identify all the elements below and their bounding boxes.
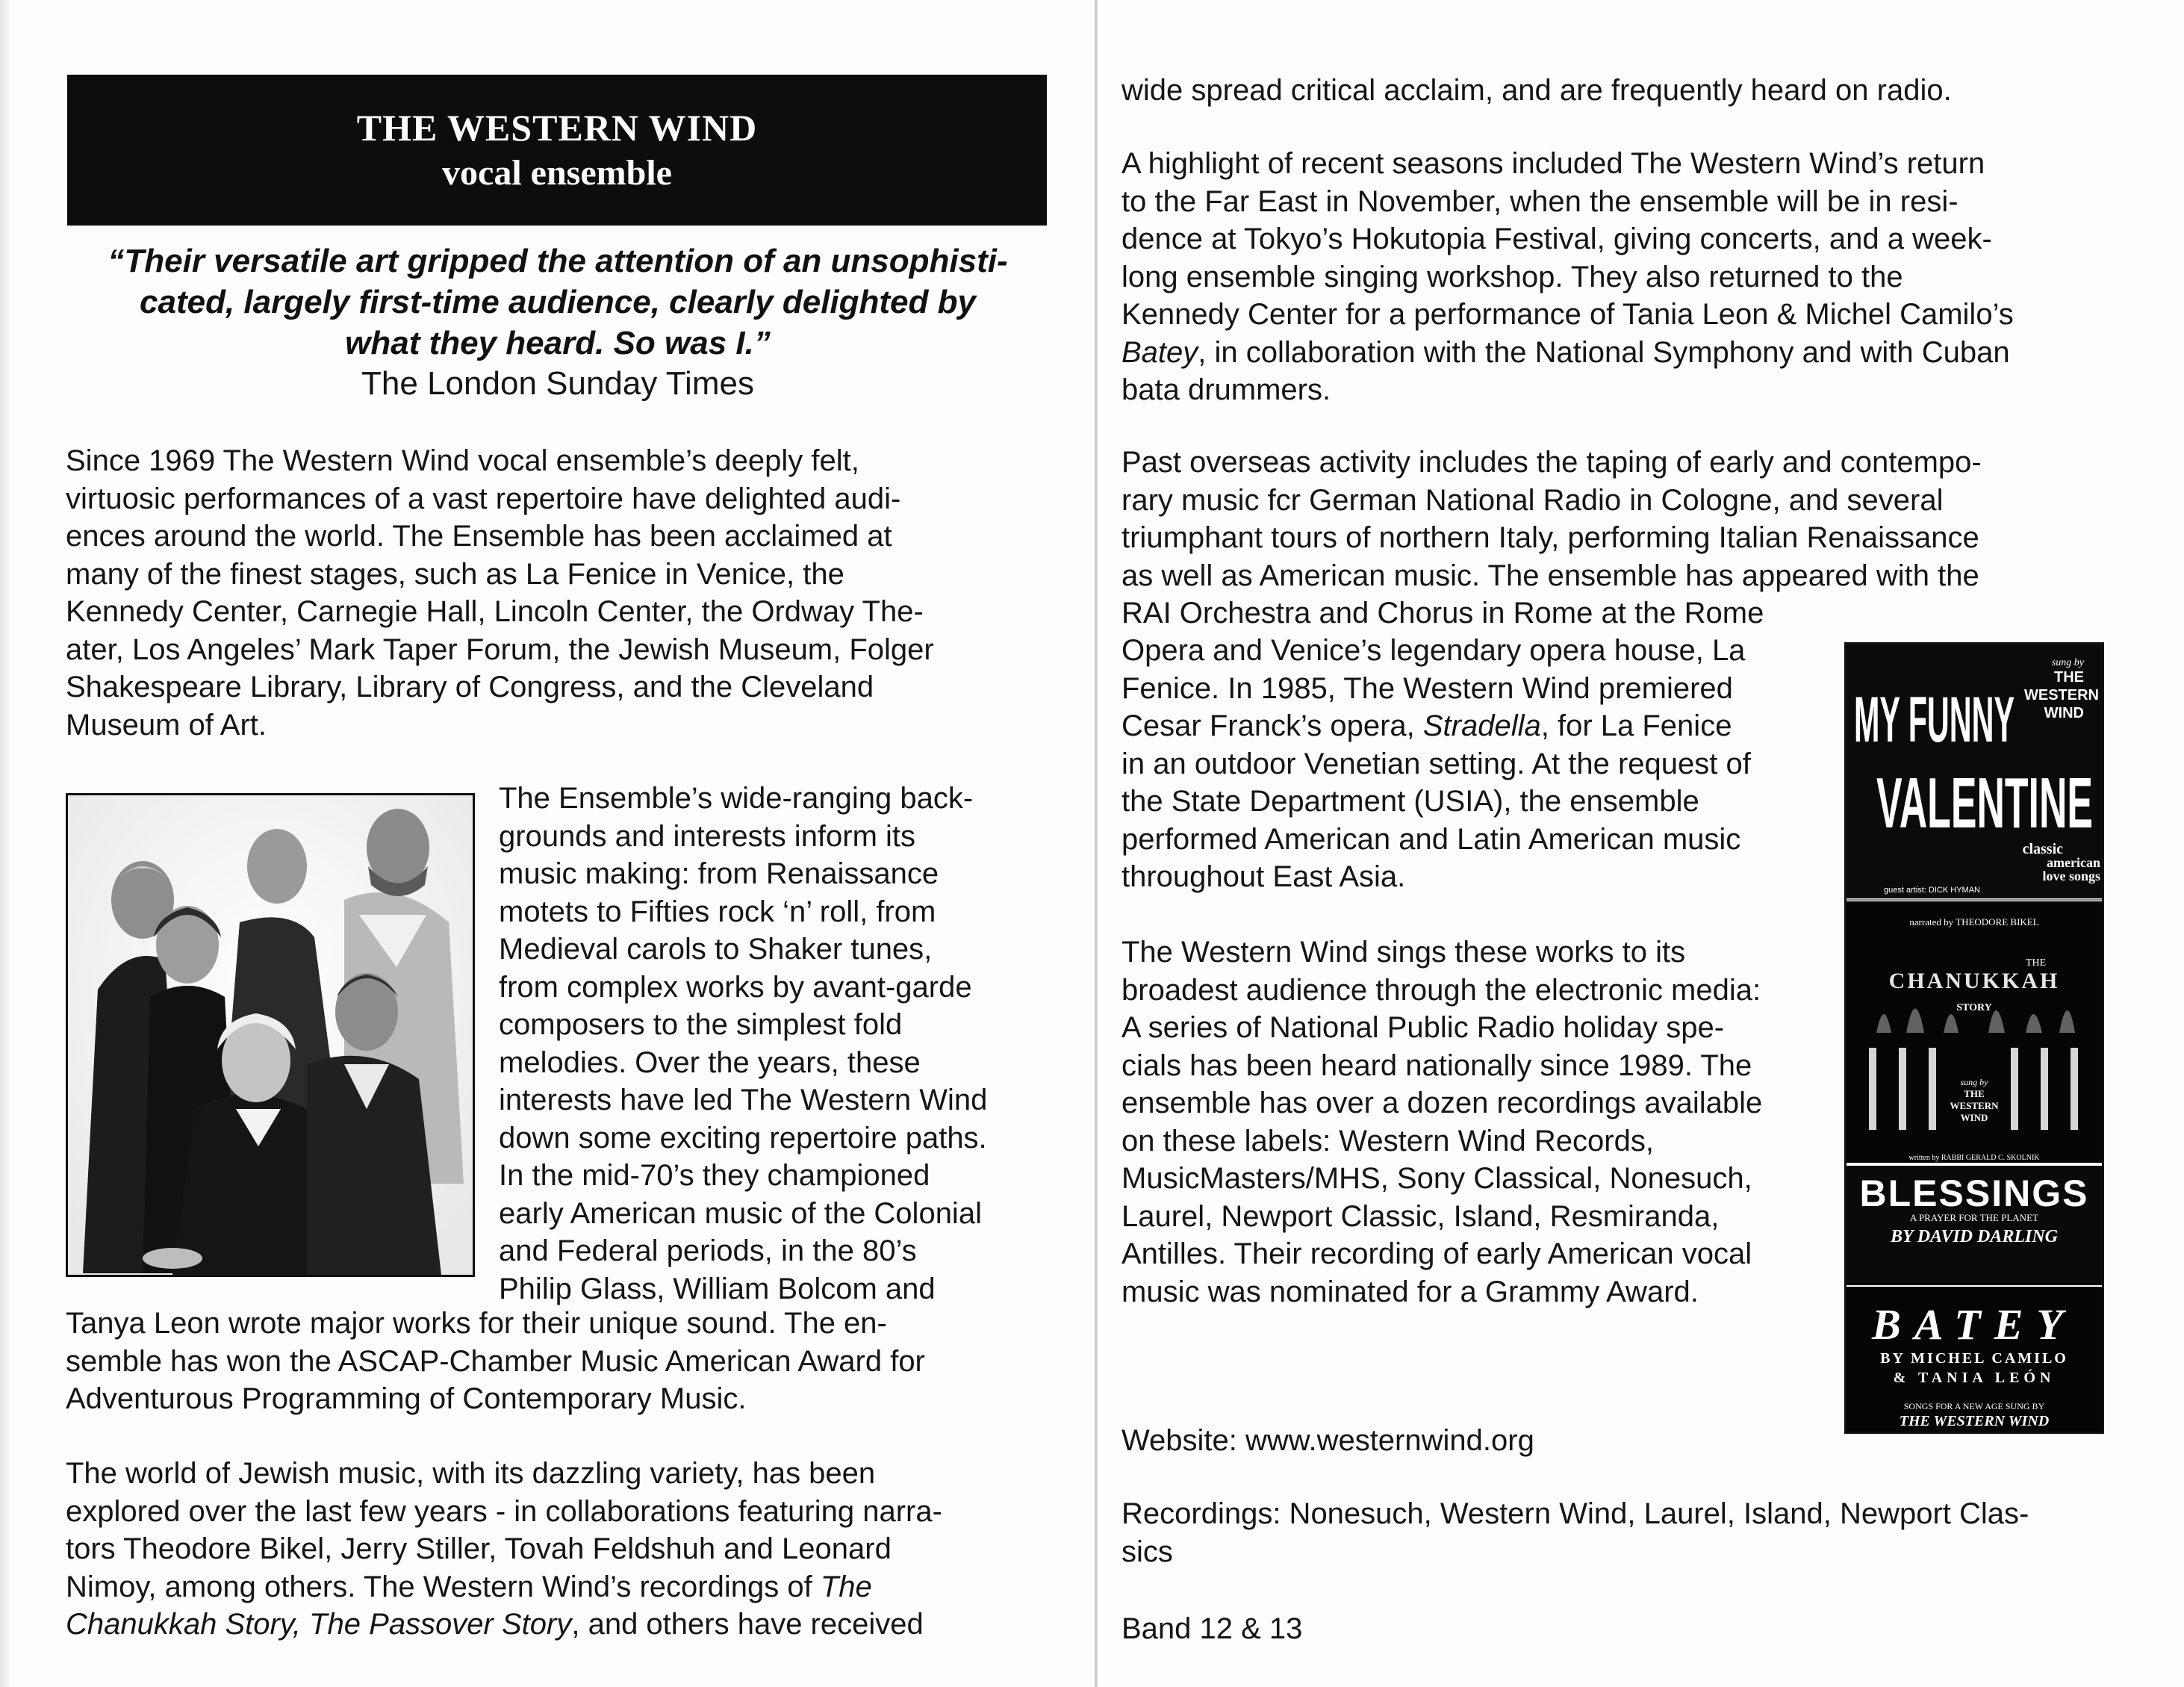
quote-line: what they heard. So was I.” bbox=[345, 325, 771, 361]
ensemble-photo-image bbox=[68, 795, 473, 1275]
quote-source: The London Sunday Times bbox=[361, 365, 754, 402]
cover-title: VALENTINE bbox=[1876, 763, 2093, 843]
cover-text: BY DAVID DARLING bbox=[1890, 1227, 2059, 1246]
text-line: ater, Los Angeles’ Mark Taper Forum, the Jewish Museum, Folger bbox=[66, 633, 934, 666]
press-quote bbox=[66, 240, 1050, 404]
website-text: Website: www.westernwind.org bbox=[1121, 1424, 1534, 1457]
cover-text: SONGS FOR A NEW AGE SUNG BY bbox=[1903, 1401, 2045, 1411]
album-covers-strip bbox=[1844, 642, 2104, 1434]
cover-text: BY MICHEL CAMILO bbox=[1880, 1350, 2068, 1367]
text-line: from complex works by avant-garde bbox=[499, 970, 972, 1004]
cover-text: THE WESTERN WIND bbox=[1899, 1413, 2050, 1429]
text-line: The world of Jewish music, with its dazzling variety, has been bbox=[66, 1457, 876, 1490]
text-line: Fenice. In 1985, The Western Wind premiered bbox=[1121, 671, 1733, 705]
cover-text: WIND bbox=[2044, 705, 2084, 721]
text-span: , for La Fenice bbox=[1540, 709, 1732, 742]
cover-title: CHANUKKAH bbox=[1888, 969, 2060, 993]
text-line: tors Theodore Bikel, Jerry Stiller, Tovah Feldshuh and Leonard bbox=[66, 1532, 892, 1565]
overseas-paragraph-continued bbox=[1121, 632, 1838, 896]
text-line: down some exciting repertoire paths. bbox=[499, 1121, 987, 1155]
header-title: THE WESTERN WIND bbox=[356, 107, 758, 149]
cover-text: THE bbox=[1964, 1088, 1985, 1099]
header-subtitle: vocal ensemble bbox=[442, 153, 672, 193]
text-line: on these labels: Western Wind Records, bbox=[1121, 1124, 1654, 1158]
right-page bbox=[1098, 0, 2184, 1687]
text-line: semble has won the ASCAP-Chamber Music American Award for bbox=[66, 1344, 925, 1378]
text-line: broadest audience through the electronic media: bbox=[1121, 973, 1761, 1007]
text-line: long ensemble singing workshop. They also returned to the bbox=[1121, 260, 1903, 293]
text-line: wide spread critical acclaim, and are frequently heard on radio. bbox=[1121, 74, 1952, 107]
text-line: Adventurous Programming of Contemporary Music. bbox=[66, 1382, 747, 1415]
text-span: Cesar Franck’s opera, bbox=[1121, 709, 1423, 742]
quote-line: “Their versatile art gripped the attention of an unsophisti- bbox=[108, 243, 1008, 279]
cover-text: & TANIA LEÓN bbox=[1893, 1370, 2056, 1386]
text-line: motets to Fifties rock ‘n’ roll, from bbox=[499, 895, 936, 928]
cover-text: sung by bbox=[1960, 1077, 1988, 1087]
text-line: Laurel, Newport Classic, Island, Resmiranda, bbox=[1121, 1199, 1720, 1233]
recording-title: The bbox=[820, 1570, 872, 1603]
text-line: In the mid-70’s they championed bbox=[499, 1159, 930, 1192]
album-covers-image bbox=[1847, 644, 2102, 1432]
text-line: Past overseas activity includes the taping of early and contempo- bbox=[1121, 446, 1982, 479]
text-line: explored over the last few years - in collaborations featuring narra- bbox=[66, 1494, 942, 1528]
text-line: and Federal periods, in the 80’s bbox=[499, 1234, 917, 1267]
work-title: Stradella bbox=[1422, 709, 1541, 742]
cover-text: classic bbox=[2022, 841, 2063, 857]
text-span: , in collaboration with the National Symphony and with Cuban bbox=[1198, 335, 2010, 369]
text-line: grounds and interests inform its bbox=[499, 819, 916, 853]
website-line bbox=[1121, 1422, 2159, 1460]
text-span: Nimoy, among others. The Western Wind’s recordings of bbox=[66, 1570, 821, 1603]
overseas-paragraph bbox=[1121, 444, 2159, 633]
cover-text: THE bbox=[2026, 957, 2047, 969]
cover-text: WIND bbox=[1960, 1112, 1988, 1123]
text-line: sics bbox=[1121, 1535, 1173, 1568]
jewish-music-paragraph bbox=[66, 1455, 1059, 1644]
band-text: Band 12 & 13 bbox=[1121, 1612, 1303, 1645]
text-line: Kennedy Center for a performance of Tania Leon & Michel Camilo’s bbox=[1121, 298, 2014, 331]
cover-text: guest artist: DICK HYMAN bbox=[1884, 886, 1980, 895]
repertoire-paragraph-continued bbox=[66, 1305, 1059, 1418]
cover-text: american bbox=[2047, 855, 2100, 870]
text-line: Tanya Leon wrote major works for their unique sound. The en- bbox=[66, 1307, 887, 1340]
intro-paragraph bbox=[66, 442, 1059, 744]
text-line: Antilles. Their recording of early American vocal bbox=[1121, 1237, 1752, 1270]
text-span: , and others have received bbox=[571, 1608, 924, 1641]
cover-text: sung by bbox=[2051, 657, 2084, 668]
ensemble-photo bbox=[66, 793, 475, 1277]
cover-title: MY FUNNY bbox=[1854, 684, 2015, 756]
text-line: Shakespeare Library, Library of Congress, and the Cleveland bbox=[66, 671, 874, 703]
recordings-line bbox=[1121, 1495, 2159, 1571]
text-line: RAI Orchestra and Chorus in Rome at the Rome bbox=[1121, 597, 1764, 630]
cover-text: WESTERN bbox=[2024, 687, 2099, 703]
text-line: Kennedy Center, Carnegie Hall, Lincoln Center, the Ordway The- bbox=[66, 595, 924, 628]
cover-text: love songs bbox=[2042, 869, 2100, 883]
cover-text: narrated by THEODORE BIKEL bbox=[1909, 916, 2039, 928]
text-line: Opera and Venice’s legendary opera house, La bbox=[1121, 634, 1746, 667]
cover-text: written by RABBI GERALD C. SKOLNIK bbox=[1908, 1154, 2040, 1162]
recording-title: Chanukkah Story, The Passover Story bbox=[66, 1608, 572, 1641]
text-line: early American music of the Colonial bbox=[499, 1196, 982, 1230]
text-line: to the Far East in November, when the ensemble will be in resi- bbox=[1121, 184, 1959, 218]
quote-line: cated, largely first-time audience, clearly delighted by bbox=[140, 284, 976, 320]
text-line bbox=[66, 1568, 1059, 1606]
repertoire-paragraph bbox=[499, 780, 1051, 1308]
text-line: composers to the simplest fold bbox=[499, 1008, 903, 1041]
text-line: triumphant tours of northern Italy, performing Italian Renaissance bbox=[1121, 521, 1979, 554]
highlights-paragraph bbox=[1121, 145, 2159, 409]
text-line: many of the finest stages, such as La Fenice in Venice, the bbox=[66, 557, 844, 591]
text-line: performed American and Latin American music bbox=[1121, 822, 1741, 856]
text-line: A series of National Public Radio holiday spe- bbox=[1121, 1011, 1725, 1044]
text-line: ensemble has over a dozen recordings available bbox=[1121, 1087, 1763, 1119]
media-paragraph bbox=[1121, 933, 1838, 1311]
text-line: music was nominated for a Grammy Award. bbox=[1121, 1275, 1699, 1308]
text-line: melodies. Over the years, these bbox=[499, 1046, 921, 1079]
text-line: virtuosic performances of a vast repertoire have delighted audi- bbox=[66, 482, 901, 515]
text-line: Medieval carols to Shaker tunes, bbox=[499, 933, 933, 966]
text-line: throughout East Asia. bbox=[1121, 860, 1406, 893]
text-line: bata drummers. bbox=[1121, 373, 1331, 406]
text-line: interests have led The Western Wind bbox=[499, 1084, 988, 1116]
text-line: The Western Wind sings these works to its bbox=[1121, 936, 1686, 969]
text-line: Museum of Art. bbox=[66, 708, 267, 742]
band-line bbox=[1121, 1610, 2159, 1648]
text-line: cials has been heard nationally since 1989. The bbox=[1121, 1048, 1752, 1082]
text-line: rary music fcr German National Radio in Cologne, and several bbox=[1121, 483, 1944, 517]
cover-text: WESTERN bbox=[1950, 1100, 1999, 1111]
text-line: A highlight of recent seasons included The Western Wind’s return bbox=[1121, 147, 1985, 180]
text-line: ences around the world. The Ensemble has been acclaimed at bbox=[66, 520, 892, 553]
acclaim-line bbox=[1121, 72, 2159, 110]
header-box bbox=[67, 75, 1047, 226]
cover-title: BLESSINGS bbox=[1859, 1172, 2089, 1214]
text-line bbox=[66, 1606, 1059, 1644]
text-line: as well as American music. The ensemble has appeared with the bbox=[1121, 559, 1979, 592]
text-line: the State Department (USIA), the ensemble bbox=[1121, 785, 1699, 818]
text-line: Since 1969 The Western Wind vocal ensemble’s deeply felt, bbox=[66, 444, 859, 477]
text-line: in an outdoor Venetian setting. At the request of bbox=[1121, 747, 1751, 780]
text-line bbox=[1121, 334, 2159, 372]
text-line: The Ensemble’s wide-ranging back- bbox=[499, 782, 974, 815]
cover-text: STORY bbox=[1956, 1002, 1992, 1013]
text-line: dence at Tokyo’s Hokutopia Festival, giving concerts, and a week- bbox=[1121, 223, 1992, 255]
cover-text: A PRAYER FOR THE PLANET bbox=[1910, 1212, 2038, 1223]
cover-title: BATEY bbox=[1872, 1300, 2076, 1349]
text-line bbox=[1121, 707, 1838, 745]
text-line: Philip Glass, William Bolcom and bbox=[499, 1272, 936, 1305]
cover-text: THE bbox=[2054, 669, 2084, 686]
text-line: music making: from Renaissance bbox=[499, 857, 939, 890]
text-line: Recordings: Nonesuch, Western Wind, Laurel, Island, Newport Clas- bbox=[1121, 1497, 2029, 1530]
text-line: MusicMasters/MHS, Sony Classical, Nonesuch, bbox=[1121, 1162, 1752, 1195]
work-title: Batey bbox=[1121, 335, 1198, 369]
